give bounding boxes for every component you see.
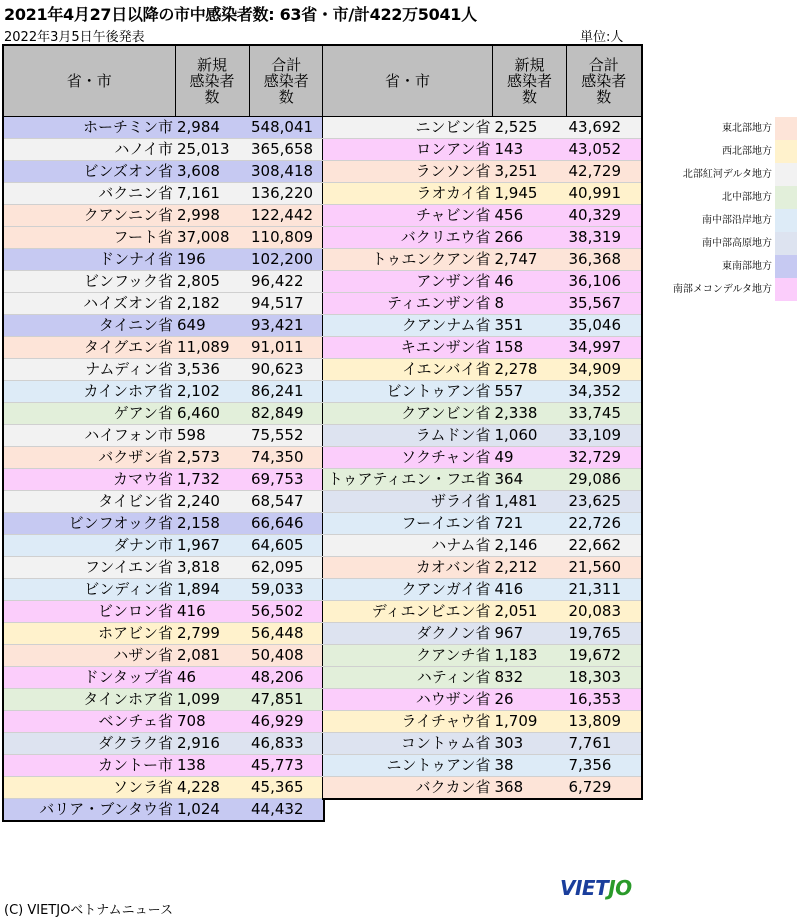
total-cases-cell: 35,567 — [567, 293, 642, 315]
new-cases-cell: 708 — [175, 711, 249, 733]
total-cases-cell: 56,448 — [249, 623, 324, 645]
total-cases-cell: 122,442 — [249, 205, 324, 227]
table-row — [323, 689, 642, 711]
table-row — [3, 645, 324, 667]
legend-swatch — [775, 209, 797, 232]
legend-label: 東北部地方 — [722, 123, 772, 134]
vietjo-logo: VIETJO — [560, 876, 632, 900]
total-cases-cell: 136,220 — [249, 183, 324, 205]
total-cases-cell: 7,356 — [567, 755, 642, 777]
table-row — [3, 601, 324, 623]
province-name-cell: ビンズオン省 — [3, 161, 175, 183]
table-row — [3, 183, 324, 205]
total-cases-cell: 48,206 — [249, 667, 324, 689]
legend-item — [647, 163, 797, 186]
total-cases-cell: 64,605 — [249, 535, 324, 557]
total-cases-cell: 32,729 — [567, 447, 642, 469]
province-name-cell: ライチャウ省 — [323, 711, 493, 733]
table-row — [3, 491, 324, 513]
province-name-cell: クアンガイ省 — [323, 579, 493, 601]
province-name-cell: アンザン省 — [323, 271, 493, 293]
new-cases-cell: 2,102 — [175, 381, 249, 403]
total-cases-cell: 94,517 — [249, 293, 324, 315]
total-cases-cell: 96,422 — [249, 271, 324, 293]
header-province: 省・市 — [323, 45, 493, 117]
total-cases-cell: 43,692 — [567, 117, 642, 139]
total-cases-cell: 56,502 — [249, 601, 324, 623]
new-cases-cell: 1,967 — [175, 535, 249, 557]
legend-swatch — [775, 186, 797, 209]
new-cases-cell: 7,161 — [175, 183, 249, 205]
new-cases-cell: 37,008 — [175, 227, 249, 249]
new-cases-cell: 2,146 — [493, 535, 567, 557]
province-name-cell: クアンナム省 — [323, 315, 493, 337]
new-cases-cell: 1,945 — [493, 183, 567, 205]
province-name-cell: タイグエン省 — [3, 337, 175, 359]
new-cases-cell: 2,573 — [175, 447, 249, 469]
table-row — [323, 359, 642, 381]
table-row — [323, 667, 642, 689]
table-row — [3, 227, 324, 249]
province-name-cell: トゥアティエン・フエ省 — [323, 469, 493, 491]
new-cases-cell: 456 — [493, 205, 567, 227]
new-cases-cell: 2,081 — [175, 645, 249, 667]
total-cases-cell: 93,421 — [249, 315, 324, 337]
new-cases-cell: 25,013 — [175, 139, 249, 161]
province-name-cell: ザライ省 — [323, 491, 493, 513]
table-row — [3, 425, 324, 447]
legend-swatch — [775, 278, 797, 301]
total-cases-cell: 6,729 — [567, 777, 642, 800]
table-row — [323, 315, 642, 337]
new-cases-cell: 832 — [493, 667, 567, 689]
new-cases-cell: 967 — [493, 623, 567, 645]
right-table-body — [323, 117, 642, 800]
new-cases-cell: 1,481 — [493, 491, 567, 513]
province-name-cell: バクザン省 — [3, 447, 175, 469]
province-name-cell: ハティン省 — [323, 667, 493, 689]
total-cases-cell: 23,625 — [567, 491, 642, 513]
table-row — [323, 579, 642, 601]
total-cases-cell: 19,672 — [567, 645, 642, 667]
table-row — [3, 755, 324, 777]
table-row — [3, 623, 324, 645]
new-cases-cell: 2,338 — [493, 403, 567, 425]
table-row — [3, 711, 324, 733]
table-row — [323, 205, 642, 227]
table-header — [323, 45, 642, 117]
table-row — [3, 535, 324, 557]
total-cases-cell: 46,929 — [249, 711, 324, 733]
new-cases-cell: 46 — [493, 271, 567, 293]
total-cases-cell: 34,997 — [567, 337, 642, 359]
total-cases-cell: 20,083 — [567, 601, 642, 623]
province-name-cell: ラオカイ省 — [323, 183, 493, 205]
legend-item — [647, 255, 797, 278]
legend-swatch — [775, 232, 797, 255]
province-name-cell: ホアビン省 — [3, 623, 175, 645]
new-cases-cell: 8 — [493, 293, 567, 315]
total-cases-cell: 102,200 — [249, 249, 324, 271]
province-name-cell: ゲアン省 — [3, 403, 175, 425]
table-row — [323, 271, 642, 293]
table-row — [323, 623, 642, 645]
province-name-cell: ソンラ省 — [3, 777, 175, 799]
total-cases-cell: 13,809 — [567, 711, 642, 733]
legend-item — [647, 140, 797, 163]
new-cases-cell: 196 — [175, 249, 249, 271]
header-new-cases: 新規 感染者 数 — [175, 45, 249, 117]
new-cases-cell: 4,228 — [175, 777, 249, 799]
header-province: 省・市 — [3, 45, 175, 117]
table-row — [3, 293, 324, 315]
province-name-cell: ビンロン省 — [3, 601, 175, 623]
new-cases-cell: 11,089 — [175, 337, 249, 359]
province-name-cell: ビンディン省 — [3, 579, 175, 601]
new-cases-cell: 2,212 — [493, 557, 567, 579]
total-cases-cell: 22,662 — [567, 535, 642, 557]
legend-item — [647, 117, 797, 140]
new-cases-cell: 2,158 — [175, 513, 249, 535]
table-row — [323, 183, 642, 205]
total-cases-cell: 59,033 — [249, 579, 324, 601]
total-cases-cell: 75,552 — [249, 425, 324, 447]
region-legend — [647, 117, 797, 301]
province-name-cell: ハイフォン市 — [3, 425, 175, 447]
left-table — [2, 44, 325, 822]
total-cases-cell: 40,991 — [567, 183, 642, 205]
table-row — [3, 513, 324, 535]
total-cases-cell: 43,052 — [567, 139, 642, 161]
new-cases-cell: 2,278 — [493, 359, 567, 381]
province-name-cell: タイビン省 — [3, 491, 175, 513]
total-cases-cell: 44,432 — [249, 799, 324, 822]
new-cases-cell: 649 — [175, 315, 249, 337]
province-name-cell: ビントゥアン省 — [323, 381, 493, 403]
legend-item — [647, 209, 797, 232]
unit-label: 単位:人 — [580, 30, 624, 45]
total-cases-cell: 45,365 — [249, 777, 324, 799]
table-row — [3, 381, 324, 403]
new-cases-cell: 1,709 — [493, 711, 567, 733]
province-name-cell: カマウ省 — [3, 469, 175, 491]
province-name-cell: トゥエンクアン省 — [323, 249, 493, 271]
new-cases-cell: 26 — [493, 689, 567, 711]
province-name-cell: ラムドン省 — [323, 425, 493, 447]
total-cases-cell: 40,329 — [567, 205, 642, 227]
total-cases-cell: 29,086 — [567, 469, 642, 491]
total-cases-cell: 7,761 — [567, 733, 642, 755]
total-cases-cell: 36,106 — [567, 271, 642, 293]
legend-label: 南中部沿岸地方 — [702, 215, 772, 226]
new-cases-cell: 351 — [493, 315, 567, 337]
province-name-cell: ホーチミン市 — [3, 117, 175, 139]
new-cases-cell: 2,240 — [175, 491, 249, 513]
new-cases-cell: 557 — [493, 381, 567, 403]
province-name-cell: バクカン省 — [323, 777, 493, 800]
legend-label: 南部メコンデルタ地方 — [672, 284, 772, 295]
province-name-cell: クアンチ省 — [323, 645, 493, 667]
province-name-cell: ダクノン省 — [323, 623, 493, 645]
new-cases-cell: 3,251 — [493, 161, 567, 183]
legend-swatch — [775, 117, 797, 140]
province-name-cell: フーイエン省 — [323, 513, 493, 535]
table-row — [3, 557, 324, 579]
province-name-cell: ハナム省 — [323, 535, 493, 557]
total-cases-cell: 22,726 — [567, 513, 642, 535]
province-name-cell: ナムディン省 — [3, 359, 175, 381]
table-row — [323, 557, 642, 579]
province-name-cell: バクニン省 — [3, 183, 175, 205]
table-row — [323, 513, 642, 535]
table-row — [3, 469, 324, 491]
table-row — [323, 469, 642, 491]
province-name-cell: キエンザン省 — [323, 337, 493, 359]
table-row — [3, 139, 324, 161]
total-cases-cell: 21,311 — [567, 579, 642, 601]
province-name-cell: カインホア省 — [3, 381, 175, 403]
legend-label: 西北部地方 — [722, 146, 772, 157]
table-row — [3, 205, 324, 227]
legend-label: 北中部地方 — [722, 192, 772, 203]
table-row — [3, 799, 324, 822]
table-row — [3, 249, 324, 271]
province-name-cell: ダクラク省 — [3, 733, 175, 755]
new-cases-cell: 1,183 — [493, 645, 567, 667]
total-cases-cell: 82,849 — [249, 403, 324, 425]
new-cases-cell: 598 — [175, 425, 249, 447]
new-cases-cell: 3,608 — [175, 161, 249, 183]
new-cases-cell: 416 — [493, 579, 567, 601]
new-cases-cell: 2,799 — [175, 623, 249, 645]
header-total-cases: 合計 感染者 数 — [249, 45, 324, 117]
table-row — [3, 359, 324, 381]
new-cases-cell: 2,525 — [493, 117, 567, 139]
total-cases-cell: 68,547 — [249, 491, 324, 513]
table-row — [3, 777, 324, 799]
new-cases-cell: 2,051 — [493, 601, 567, 623]
legend-swatch — [775, 163, 797, 186]
table-row — [323, 645, 642, 667]
table-row — [3, 579, 324, 601]
total-cases-cell: 19,765 — [567, 623, 642, 645]
table-row — [3, 271, 324, 293]
new-cases-cell: 1,060 — [493, 425, 567, 447]
new-cases-cell: 138 — [175, 755, 249, 777]
new-cases-cell: 46 — [175, 667, 249, 689]
table-row — [323, 403, 642, 425]
province-name-cell: ハザン省 — [3, 645, 175, 667]
new-cases-cell: 1,024 — [175, 799, 249, 822]
total-cases-cell: 36,368 — [567, 249, 642, 271]
province-name-cell: ダナン市 — [3, 535, 175, 557]
new-cases-cell: 303 — [493, 733, 567, 755]
province-name-cell: イエンバイ省 — [323, 359, 493, 381]
province-name-cell: ハノイ市 — [3, 139, 175, 161]
province-name-cell: タインホア省 — [3, 689, 175, 711]
total-cases-cell: 47,851 — [249, 689, 324, 711]
province-name-cell: ニントゥアン省 — [323, 755, 493, 777]
table-row — [323, 161, 642, 183]
legend-swatch — [775, 140, 797, 163]
province-name-cell: ベンチェ省 — [3, 711, 175, 733]
province-name-cell: タイニン省 — [3, 315, 175, 337]
province-name-cell: クアンビン省 — [323, 403, 493, 425]
table-row — [3, 337, 324, 359]
province-name-cell: ニンビン省 — [323, 117, 493, 139]
table-row — [323, 249, 642, 271]
total-cases-cell: 45,773 — [249, 755, 324, 777]
total-cases-cell: 35,046 — [567, 315, 642, 337]
new-cases-cell: 3,536 — [175, 359, 249, 381]
total-cases-cell: 46,833 — [249, 733, 324, 755]
province-name-cell: カントー市 — [3, 755, 175, 777]
total-cases-cell: 16,353 — [567, 689, 642, 711]
legend-label: 北部紅河デルタ地方 — [682, 169, 772, 180]
new-cases-cell: 2,805 — [175, 271, 249, 293]
new-cases-cell: 2,984 — [175, 117, 249, 139]
table-row — [3, 403, 324, 425]
table-row — [3, 733, 324, 755]
table-header — [3, 45, 324, 117]
new-cases-cell: 266 — [493, 227, 567, 249]
table-row — [323, 601, 642, 623]
province-name-cell: クアンニン省 — [3, 205, 175, 227]
province-name-cell: フート省 — [3, 227, 175, 249]
legend-item — [647, 232, 797, 255]
legend-label: 東南部地方 — [722, 261, 772, 272]
new-cases-cell: 368 — [493, 777, 567, 800]
total-cases-cell: 42,729 — [567, 161, 642, 183]
table-row — [323, 711, 642, 733]
total-cases-cell: 86,241 — [249, 381, 324, 403]
table-row — [323, 491, 642, 513]
total-cases-cell: 90,623 — [249, 359, 324, 381]
new-cases-cell: 2,182 — [175, 293, 249, 315]
total-cases-cell: 62,095 — [249, 557, 324, 579]
table-row — [323, 381, 642, 403]
table-row — [323, 755, 642, 777]
announcement-date: 2022年3月5日午後発表 — [4, 30, 145, 45]
total-cases-cell: 74,350 — [249, 447, 324, 469]
province-name-cell: カオバン省 — [323, 557, 493, 579]
table-row — [3, 117, 324, 139]
new-cases-cell: 1,099 — [175, 689, 249, 711]
province-name-cell: ロンアン省 — [323, 139, 493, 161]
legend-item — [647, 278, 797, 301]
province-name-cell: ドンタップ省 — [3, 667, 175, 689]
new-cases-cell: 1,894 — [175, 579, 249, 601]
total-cases-cell: 66,646 — [249, 513, 324, 535]
total-cases-cell: 110,809 — [249, 227, 324, 249]
total-cases-cell: 21,560 — [567, 557, 642, 579]
new-cases-cell: 49 — [493, 447, 567, 469]
new-cases-cell: 364 — [493, 469, 567, 491]
page-title: 2021年4月27日以降の市中感染者数: 63省・市/計422万5041人 — [4, 5, 477, 24]
total-cases-cell: 38,319 — [567, 227, 642, 249]
province-name-cell: ドンナイ省 — [3, 249, 175, 271]
new-cases-cell: 416 — [175, 601, 249, 623]
legend-label: 南中部高原地方 — [702, 238, 772, 249]
table-row — [323, 535, 642, 557]
province-name-cell: ディエンビエン省 — [323, 601, 493, 623]
new-cases-cell: 3,818 — [175, 557, 249, 579]
province-name-cell: チャビン省 — [323, 205, 493, 227]
left-table-body — [3, 117, 324, 822]
total-cases-cell: 69,753 — [249, 469, 324, 491]
province-name-cell: バクリエウ省 — [323, 227, 493, 249]
new-cases-cell: 721 — [493, 513, 567, 535]
table-row — [3, 689, 324, 711]
province-name-cell: バリア・ブンタウ省 — [3, 799, 175, 822]
table-row — [3, 161, 324, 183]
province-name-cell: ハウザン省 — [323, 689, 493, 711]
province-name-cell: コントゥム省 — [323, 733, 493, 755]
total-cases-cell: 33,109 — [567, 425, 642, 447]
province-name-cell: ビンフオック省 — [3, 513, 175, 535]
table-row — [323, 337, 642, 359]
new-cases-cell: 6,460 — [175, 403, 249, 425]
new-cases-cell: 2,747 — [493, 249, 567, 271]
total-cases-cell: 91,011 — [249, 337, 324, 359]
table-row — [3, 447, 324, 469]
total-cases-cell: 548,041 — [249, 117, 324, 139]
header-new-cases: 新規 感染者 数 — [493, 45, 567, 117]
total-cases-cell: 18,303 — [567, 667, 642, 689]
table-row — [323, 733, 642, 755]
total-cases-cell: 50,408 — [249, 645, 324, 667]
total-cases-cell: 365,658 — [249, 139, 324, 161]
province-name-cell: フンイエン省 — [3, 557, 175, 579]
table-row — [3, 667, 324, 689]
table-row — [323, 117, 642, 139]
province-name-cell: ハイズオン省 — [3, 293, 175, 315]
total-cases-cell: 34,909 — [567, 359, 642, 381]
new-cases-cell: 2,916 — [175, 733, 249, 755]
table-row — [323, 293, 642, 315]
table-row — [3, 315, 324, 337]
total-cases-cell: 308,418 — [249, 161, 324, 183]
table-row — [323, 777, 642, 800]
new-cases-cell: 143 — [493, 139, 567, 161]
new-cases-cell: 1,732 — [175, 469, 249, 491]
table-row — [323, 425, 642, 447]
new-cases-cell: 2,998 — [175, 205, 249, 227]
new-cases-cell: 38 — [493, 755, 567, 777]
total-cases-cell: 34,352 — [567, 381, 642, 403]
province-name-cell: ソクチャン省 — [323, 447, 493, 469]
right-table — [322, 44, 643, 800]
province-name-cell: ランソン省 — [323, 161, 493, 183]
header-total-cases: 合計 感染者 数 — [567, 45, 642, 117]
table-row — [323, 227, 642, 249]
total-cases-cell: 33,745 — [567, 403, 642, 425]
legend-item — [647, 186, 797, 209]
legend-swatch — [775, 255, 797, 278]
new-cases-cell: 158 — [493, 337, 567, 359]
province-name-cell: ティエンザン省 — [323, 293, 493, 315]
province-name-cell: ビンフック省 — [3, 271, 175, 293]
table-row — [323, 139, 642, 161]
copyright-credit: (C) VIETJOベトナムニュース — [4, 903, 174, 918]
table-row — [323, 447, 642, 469]
